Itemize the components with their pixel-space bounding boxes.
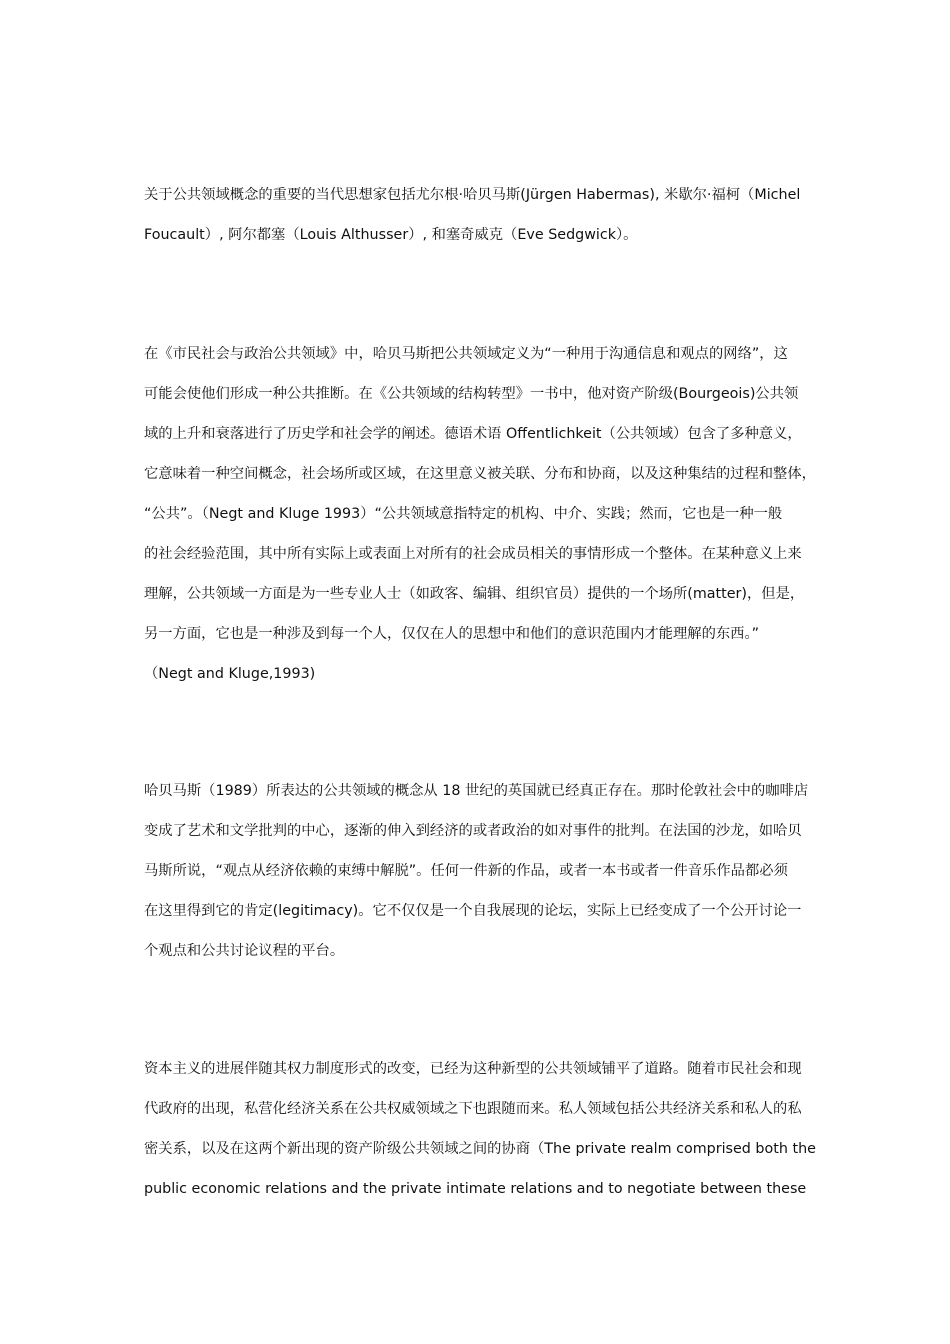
- text-line: 另一方面，它也是一种涉及到每一个人，仅仅在人的思想中和他们的意识范围内才能理解的东西。”: [144, 626, 760, 642]
- paragraph-3: [144, 771, 824, 971]
- text-line: （Negt and Kluge,1993): [144, 666, 316, 682]
- text-line: 密关系，以及在这两个新出现的资产阶级公共领域之间的协商（The private realm comprised both the: [144, 1141, 816, 1157]
- paragraph-2: [144, 334, 824, 694]
- text-line: 它意味着一种空间概念，社会场所或区域，在这里意义被关联、分布和协商，以及这种集结的过程和整体，: [144, 466, 816, 482]
- text-line: 代政府的出现，私营化经济关系在公共权威领域之下也跟随而来。私人领域包括公共经济关系和私人的私: [144, 1101, 802, 1117]
- text-line: 理解，公共领域一方面是为一些专业人士（如政客、编辑、组织官员）提供的一个场所(matter)，但是，: [144, 586, 805, 602]
- text-line: public economic relations and the private intimate relations and to negotiate between these: [144, 1181, 807, 1197]
- text-line: 变成了艺术和文学批判的中心，逐渐的伸入到经济的或者政治的如对事件的批判。在法国的沙龙，如哈贝: [144, 823, 802, 839]
- text-line: 关于公共领域概念的重要的当代思想家包括尤尔根·哈贝马斯(Jürgen Habermas), 米歇尔·福柯（Michel: [144, 187, 801, 203]
- text-line: 在这里得到它的肯定(legitimacy)。它不仅仅是一个自我展现的论坛，实际上已经变成了一个公开讨论一: [144, 903, 802, 919]
- text-line: Foucault）, 阿尔都塞（Louis Althusser）, 和塞奇威克（Eve Sedgwick）。: [144, 227, 638, 243]
- text-line: “公共”。（Negt and Kluge 1993）“公共领域意指特定的机构、中介、实践；然而，它也是一种一般: [144, 506, 783, 522]
- text-line: 的社会经验范围，其中所有实际上或表面上对所有的社会成员相关的事情形成一个整体。在某种意义上来: [144, 546, 802, 562]
- text-line: 域的上升和衰落进行了历史学和社会学的阐述。德语术语 Offentlichkeit（公共领域）包含了多种意义，: [144, 426, 802, 442]
- text-line: 个观点和公共讨论议程的平台。: [144, 943, 345, 959]
- text-line: 资本主义的进展伴随其权力制度形式的改变，已经为这种新型的公共领域铺平了道路。随着市民社会和现: [144, 1061, 802, 1077]
- text-line: 在《市民社会与政治公共领域》中，哈贝马斯把公共领域定义为“一种用于沟通信息和观点的网络”，这: [144, 346, 788, 362]
- text-line: 哈贝马斯（1989）所表达的公共领域的概念从 18 世纪的英国就已经真正存在。那时伦敦社会中的咖啡店: [144, 783, 809, 799]
- paragraph-1: [144, 175, 824, 255]
- text-line: 可能会使他们形成一种公共推断。在《公共领域的结构转型》一书中，他对资产阶级(Bourgeois)公共领: [144, 386, 799, 402]
- paragraph-4: [144, 1049, 824, 1209]
- text-line: 马斯所说，“观点从经济依赖的束缚中解脱”。任何一件新的作品，或者一本书或者一件音乐作品都必须: [144, 863, 788, 879]
